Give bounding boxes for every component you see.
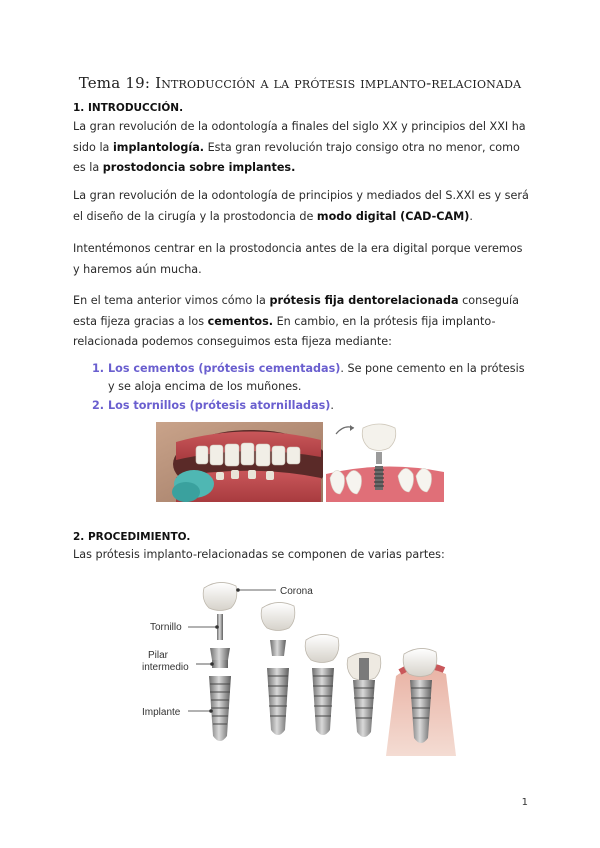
paragraph-intro-3: Intentémonos centrar en la prostodoncia antes de la era digital porque veremos y haremos aún mucha.	[73, 242, 523, 276]
paragraph-intro-2: La gran revolución de la odontología de principios y mediados del S.XXI es y será el diseño de la cirugía y la prostodoncia de modo digital (CAD-CAM).	[73, 189, 529, 223]
photo-screw-implant-illustration	[326, 422, 444, 502]
label-intermedio: intermedio	[142, 662, 189, 673]
page-number: 1	[521, 797, 528, 808]
stage-five-in-bone	[386, 648, 456, 756]
label-pilar: Pilar	[148, 650, 169, 661]
label-implante: Implante	[142, 707, 181, 718]
list-item-cementos: 1. Los cementos (prótesis cementadas). Se pone cemento en la prótesis y se aloja encima de los muñones.	[92, 362, 525, 393]
page-title: Tema 19: Introducción a la prótesis implanto-relacionada	[78, 74, 522, 92]
figure-implant-parts	[138, 576, 470, 756]
paragraph-intro-1: La gran revolución de la odontología a finales del siglo XX y principios del XXI ha sido la implantología. Esta gran revolución trajo consigo otra no menor, como es la prostodoncia sobre implantes.	[73, 120, 526, 174]
list-highlight: Los tornillos (prótesis atornilladas)	[108, 399, 331, 412]
list-item-tornillos: 2. Los tornillos (prótesis atornilladas).	[92, 397, 532, 415]
label-corona: Corona	[280, 586, 313, 597]
exploded-crown	[203, 582, 237, 610]
list-number: 2.	[92, 399, 105, 412]
stage-three-crown-on-abutment	[305, 634, 339, 735]
paragraph-intro-4: En el tema anterior vimos cómo la prótesis fija dentorelacionada conseguía esta fijeza gracias a los cementos. En cambio, en la prótesis fija implanto-relacionada podemos conseguimos esta fijeza mediante:	[73, 294, 520, 348]
section-heading-introduccion: 1. INTRODUCCIÓN.	[73, 102, 184, 114]
photo-mouth-abutments	[156, 422, 323, 502]
label-tornillo: Tornillo	[150, 622, 182, 633]
paragraph-procedimiento: Las prótesis implanto-relacionadas se componen de varias partes:	[73, 548, 445, 561]
stage-four-assembled	[347, 652, 381, 737]
section-heading-procedimiento: 2. PROCEDIMIENTO.	[73, 531, 191, 543]
list-number: 1.	[92, 362, 105, 375]
stage-two-crown-abutment	[261, 602, 295, 735]
list-highlight: Los cementos (prótesis cementadas)	[108, 362, 341, 375]
exploded-abutment	[210, 648, 230, 660]
